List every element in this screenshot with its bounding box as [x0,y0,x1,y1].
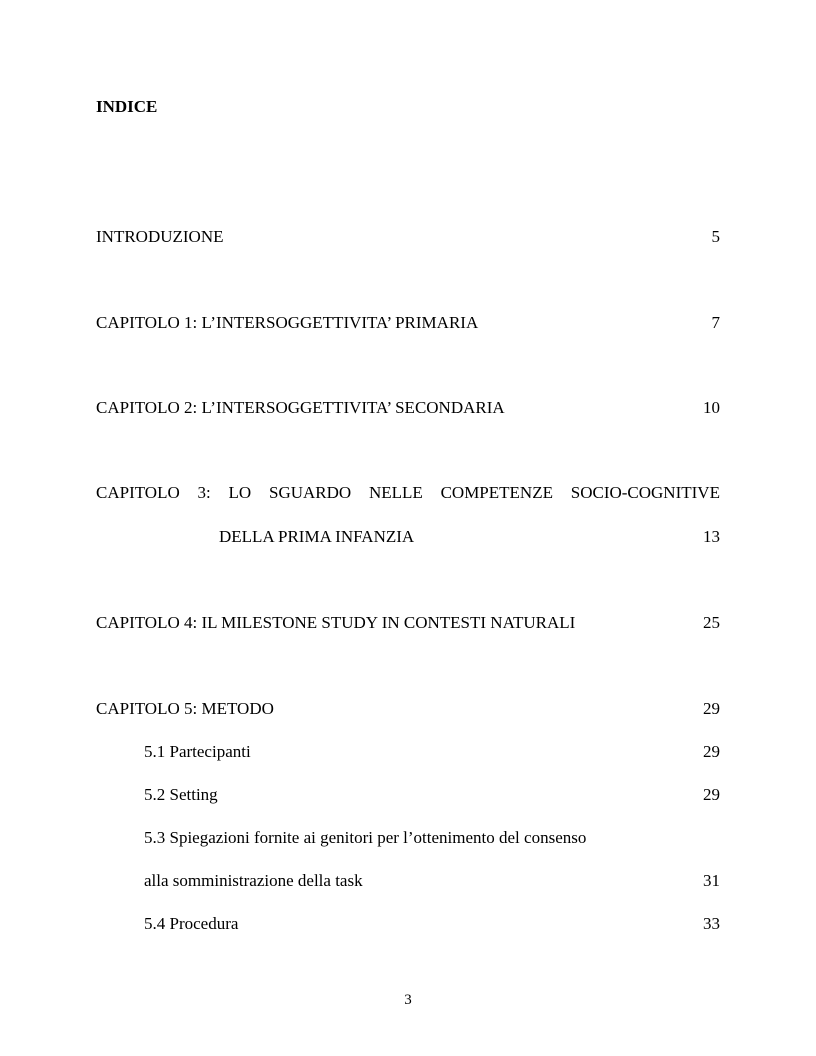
toc-word: SGUARDO [269,483,352,502]
toc-page-number: 10 [703,398,720,417]
toc-word: 3: [197,483,211,502]
toc-word: CAPITOLO [96,483,180,502]
toc-word: LO [228,483,252,502]
toc-entry-chapter-5: CAPITOLO 5: METODO [96,699,274,718]
toc-heading: INDICE [96,97,158,116]
toc-word: NELLE [368,483,423,502]
toc-word: COMPETENZE [440,483,553,502]
toc-entry-section-5-3: 5.3 Spiegazioni fornite ai genitori per l’ottenimento del consenso [144,828,587,847]
toc-entry-chapter-1: CAPITOLO 1: L’INTERSOGGETTIVITA’ PRIMARIA [96,313,479,332]
toc-entry-introduction: INTRODUZIONE [96,227,224,246]
toc-page-number: 29 [703,785,720,804]
toc-page-number: 29 [703,742,720,761]
toc-page-number: 13 [703,527,720,546]
toc-page-number: 31 [703,871,720,890]
toc-entry-chapter-2: CAPITOLO 2: L’INTERSOGGETTIVITA’ SECONDARIA [96,398,505,417]
toc-entry-section-5-3-continuation: alla somministrazione della task [144,871,363,890]
toc-entry-chapter-3 [96,483,720,503]
toc-page-number: 33 [703,914,720,933]
toc-entry-chapter-3-continuation: DELLA PRIMA INFANZIA [219,527,415,546]
toc-page-number: 5 [711,227,720,246]
toc-page-number: 29 [703,699,720,718]
toc-entry-section-5-2: 5.2 Setting [144,785,218,804]
toc-entry-section-5-1: 5.1 Partecipanti [144,742,251,761]
page-number: 3 [404,992,412,1008]
toc-page-number: 7 [711,313,720,332]
toc-entry-section-5-4: 5.4 Procedura [144,914,239,933]
toc-entry-chapter-4: CAPITOLO 4: IL MILESTONE STUDY IN CONTESTI NATURALI [96,613,576,632]
toc-word: SOCIO-COGNITIVE [570,483,720,502]
toc-page-number: 25 [703,613,720,632]
